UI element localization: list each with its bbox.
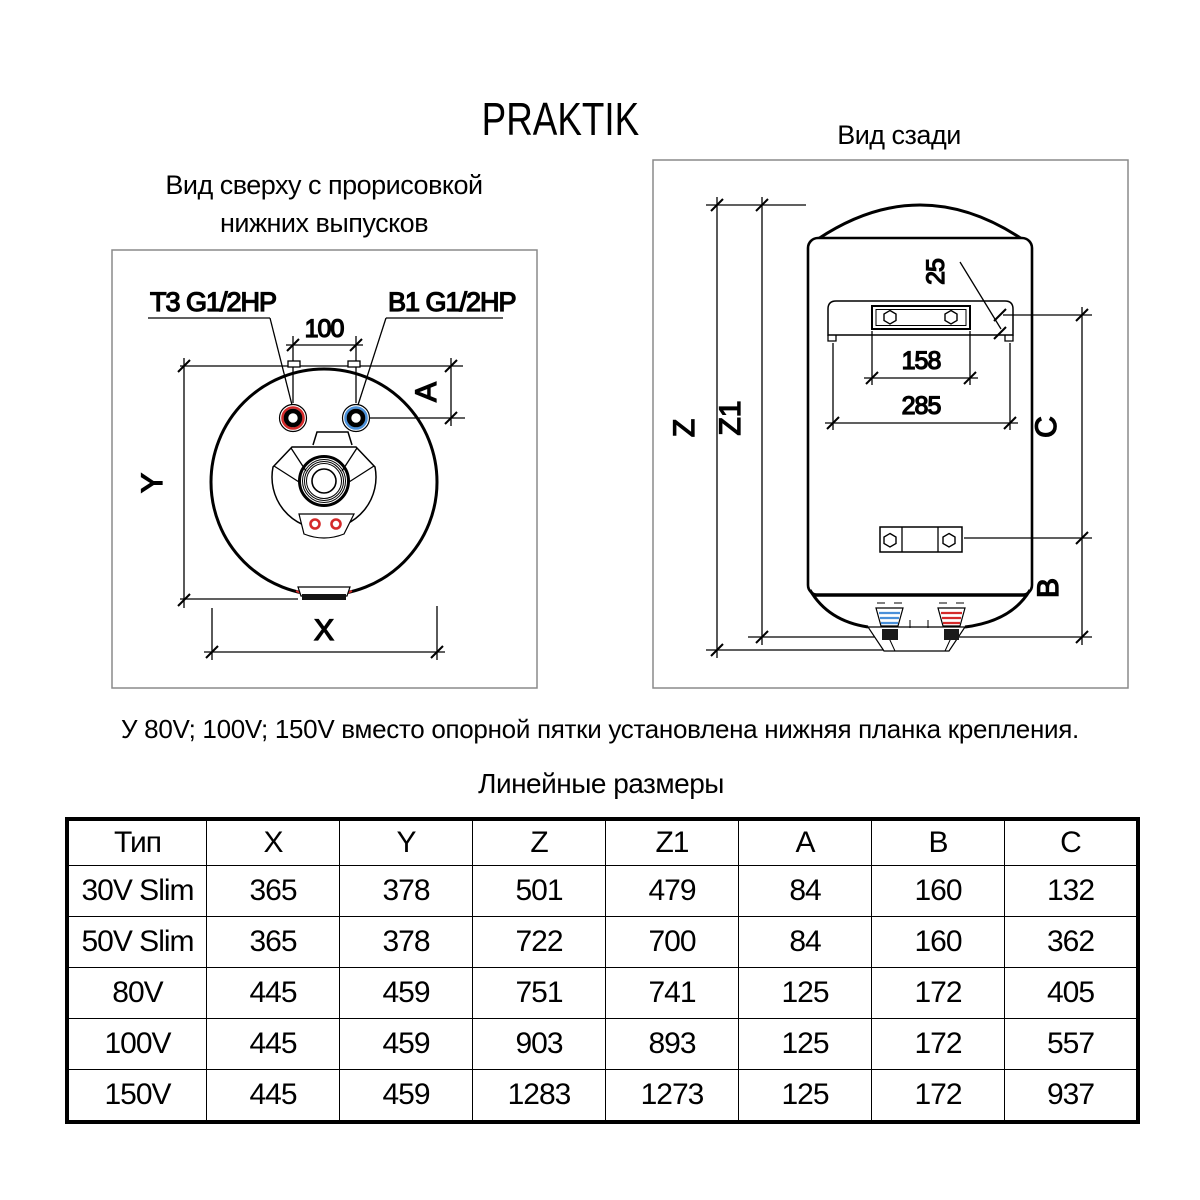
cell-value: 741: [606, 968, 739, 1019]
cell-value: 378: [340, 917, 473, 968]
cell-value: 84: [739, 866, 872, 917]
cell-value: 365: [207, 917, 340, 968]
cell-value: 557: [1005, 1019, 1138, 1070]
dim-c-label: C: [1030, 416, 1063, 438]
cell-value: 445: [207, 1070, 340, 1122]
page-title: PRAKTIK: [481, 93, 639, 145]
header-type: Тип: [68, 820, 207, 866]
linear-dimensions-table: [66, 818, 1139, 1123]
cell-value: 1283: [473, 1070, 606, 1122]
table-title: Линейные размеры: [478, 768, 724, 799]
table-row: [68, 968, 1138, 1019]
table-row: [68, 1070, 1138, 1122]
header-a: A: [739, 820, 872, 866]
cell-value: 501: [473, 866, 606, 917]
cell-value: 172: [872, 1019, 1005, 1070]
dim-z1-label: Z1: [714, 400, 747, 436]
dim-158-label: 158: [901, 347, 941, 375]
bracket-hex-hole: [884, 311, 896, 325]
cell-value: 378: [340, 866, 473, 917]
cell-value: 1273: [606, 1070, 739, 1122]
header-x: X: [207, 820, 340, 866]
table-row: [68, 917, 1138, 968]
cell-value: 722: [473, 917, 606, 968]
cell-value: 459: [340, 1070, 473, 1122]
dim-100-label: 100: [304, 315, 344, 343]
table-row: [68, 1019, 1138, 1070]
cold-water-port: [343, 405, 370, 432]
cell-value: 445: [207, 1019, 340, 1070]
cell-value: 937: [1005, 1070, 1138, 1122]
top-view-drawing: [112, 250, 537, 688]
bracket-hex-hole: [945, 311, 957, 325]
cell-value: 459: [340, 968, 473, 1019]
cell-value: 459: [340, 1019, 473, 1070]
pipe-nut: [944, 629, 959, 640]
cell-value: 172: [872, 1070, 1005, 1122]
cell-value: 160: [872, 917, 1005, 968]
cell-model: 50V Slim: [68, 917, 207, 968]
cell-value: 365: [207, 866, 340, 917]
hot-port-label: T3 G1/2HP: [150, 287, 277, 317]
dim-25-label: 25: [922, 259, 950, 285]
header-c: C: [1005, 820, 1138, 866]
cell-value: 84: [739, 917, 872, 968]
header-z: Z: [473, 820, 606, 866]
tank-dome-top: [818, 205, 1022, 239]
dim-z-label: Z: [668, 418, 701, 438]
header-z1: Z1: [606, 820, 739, 866]
top-view-foot-tab: [296, 587, 352, 600]
cell-value: 125: [739, 1070, 872, 1122]
bracket-hex-hole: [943, 534, 955, 548]
cell-value: 405: [1005, 968, 1138, 1019]
cell-value: 362: [1005, 917, 1138, 968]
top-view-title-line2: нижних выпусков: [219, 208, 429, 238]
table-header-row: [68, 820, 1138, 866]
models-note: У 80V; 100V; 150V вместо опорной пятки установлена нижняя планка крепления.: [121, 714, 1079, 744]
cell-model: 100V: [68, 1019, 207, 1070]
top-view-title: [164, 166, 484, 242]
cell-value: 132: [1005, 866, 1138, 917]
table-row: [68, 866, 1138, 917]
cell-value: 751: [473, 968, 606, 1019]
dim-x-label: X: [313, 614, 335, 647]
cell-value: 893: [606, 1019, 739, 1070]
cell-model: 30V Slim: [68, 866, 207, 917]
back-view-title: Вид сзади: [837, 120, 961, 150]
cold-port-label: B1 G1/2HP: [388, 287, 516, 317]
cell-model: 150V: [68, 1070, 207, 1122]
dim-285-label: 285: [901, 392, 941, 420]
cell-model: 80V: [68, 968, 207, 1019]
cell-value: 479: [606, 866, 739, 917]
header-y: Y: [340, 820, 473, 866]
back-view-drawing: [653, 160, 1128, 688]
dim-a-label: A: [410, 381, 443, 403]
cell-value: 125: [739, 1019, 872, 1070]
header-b: B: [872, 820, 1005, 866]
upper-mounting-bracket: [828, 301, 1013, 341]
cell-value: 903: [473, 1019, 606, 1070]
cell-value: 125: [739, 968, 872, 1019]
bracket-hex-hole: [884, 534, 896, 548]
heating-flange-assembly: [272, 432, 376, 538]
cell-value: 160: [872, 866, 1005, 917]
pipe-nut: [882, 629, 898, 640]
top-view-title-line1: Вид сверху с прорисовкой: [165, 170, 483, 200]
cell-value: 445: [207, 968, 340, 1019]
dim-y-label: Y: [136, 472, 169, 494]
cell-value: 172: [872, 968, 1005, 1019]
dim-b-label: B: [1032, 577, 1065, 599]
cell-value: 700: [606, 917, 739, 968]
hot-water-port: [280, 405, 307, 432]
lower-mounting-bracket: [880, 527, 962, 552]
